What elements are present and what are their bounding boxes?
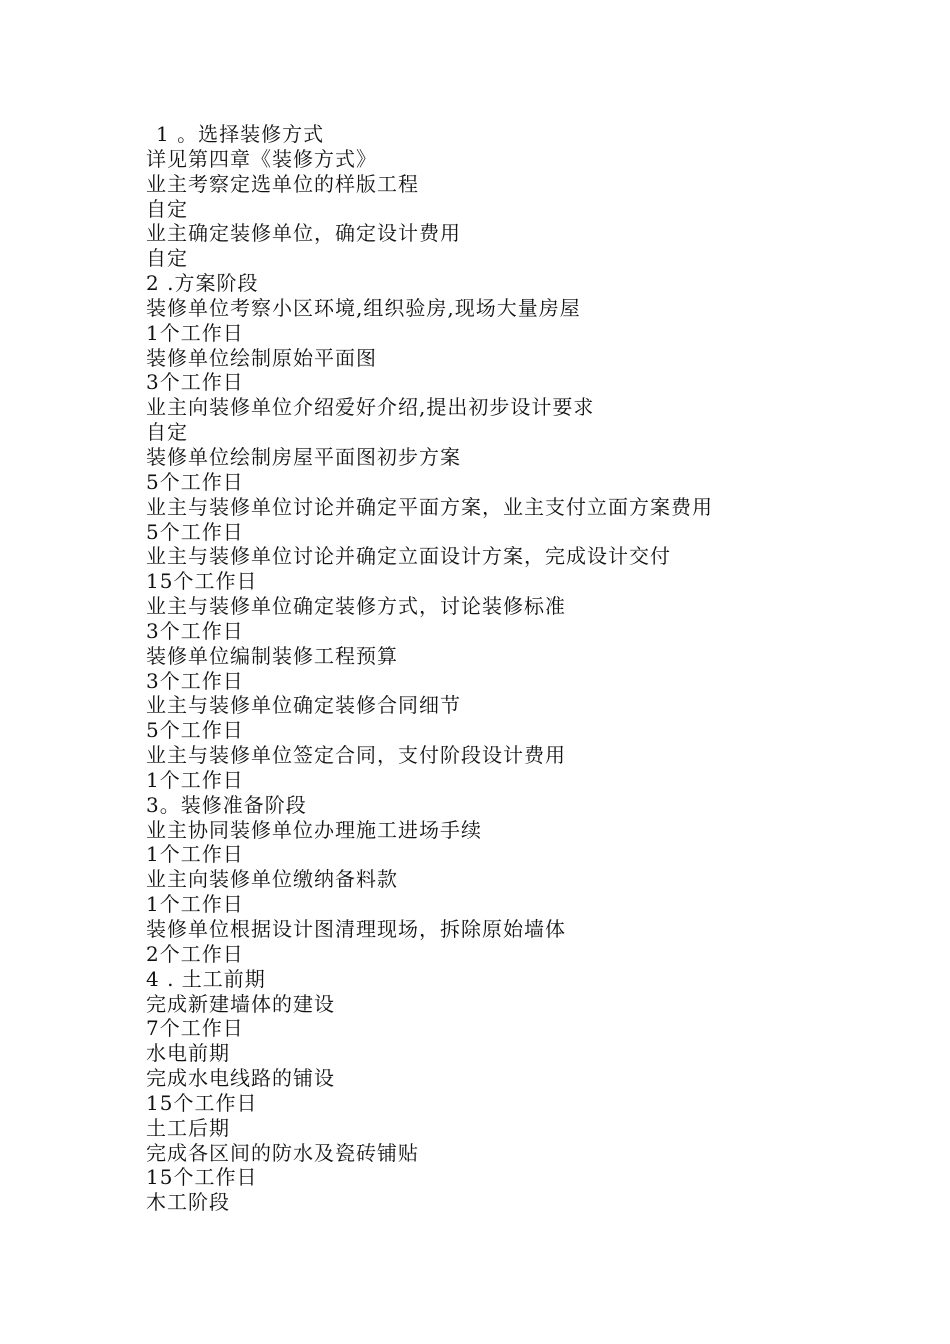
text-line: 1个工作日 [146,320,244,345]
section-heading-3: 3。装修准备阶段 [146,792,307,817]
text-line: 7个工作日 [146,1016,244,1041]
text-line: 15个工作日 [146,1165,258,1190]
text-line: 自定 [146,196,188,221]
text-line: 15个工作日 [146,1090,258,1115]
section-heading-2: 2 .方案阶段 [146,271,259,296]
text-line: 1个工作日 [146,892,244,917]
text-line: 装修单位考察小区环境,组织验房,现场大量房屋 [146,295,581,320]
text-line: 2个工作日 [146,941,244,966]
section-heading-4: 4 . 土工前期 [146,966,266,991]
text-line: 完成各区间的防水及瓷砖铺贴 [146,1140,419,1165]
text-line: 土工后期 [146,1115,230,1140]
text-line: 水电前期 [146,1041,230,1066]
text-line: 15个工作日 [146,569,258,594]
text-line: 装修单位绘制原始平面图 [146,345,377,370]
text-line: 装修单位根据设计图清理现场，拆除原始墙体 [146,917,566,941]
text-line: 完成水电线路的铺设 [146,1066,335,1091]
text-line: 业主与装修单位确定装修合同细节 [146,693,461,718]
text-line: 业主与装修单位讨论并确定立面设计方案，完成设计交付 [146,544,671,569]
text-line: 自定 [146,246,188,271]
text-line: 木工阶段 [146,1190,230,1215]
text-line: 详见第四章《装修方式》 [146,146,377,171]
text-line: 5个工作日 [146,469,244,494]
text-line: 自定 [146,420,188,445]
document-body [146,122,906,1215]
section-heading-1: 1 。选择装修方式 [156,122,325,146]
text-line: 业主协同装修单位办理施工进场手续 [146,817,482,842]
text-line: 完成新建墙体的建设 [146,991,335,1016]
text-line: 业主确定装修单位，确定设计费用 [146,221,461,246]
text-line: 1个工作日 [146,842,244,867]
text-line: 业主考察定选单位的样版工程 [146,171,419,196]
text-line: 3个工作日 [146,370,244,395]
text-line: 装修单位绘制房屋平面图初步方案 [146,444,461,469]
text-line: 业主与装修单位讨论并确定平面方案，业主支付立面方案费用 [146,494,713,519]
text-line: 5个工作日 [146,718,244,743]
text-line: 3个工作日 [146,668,244,693]
text-line: 业主向装修单位介绍爱好介绍,提出初步设计要求 [146,395,595,420]
text-line: 业主向装修单位缴纳备料款 [146,867,398,892]
text-line: 业主与装修单位签定合同，支付阶段设计费用 [146,743,566,768]
text-line: 5个工作日 [146,519,244,544]
text-line: 1个工作日 [146,767,244,792]
text-line: 装修单位编制装修工程预算 [146,643,398,668]
text-line: 3个工作日 [146,618,244,643]
text-line: 业主与装修单位确定装修方式，讨论装修标准 [146,594,566,619]
